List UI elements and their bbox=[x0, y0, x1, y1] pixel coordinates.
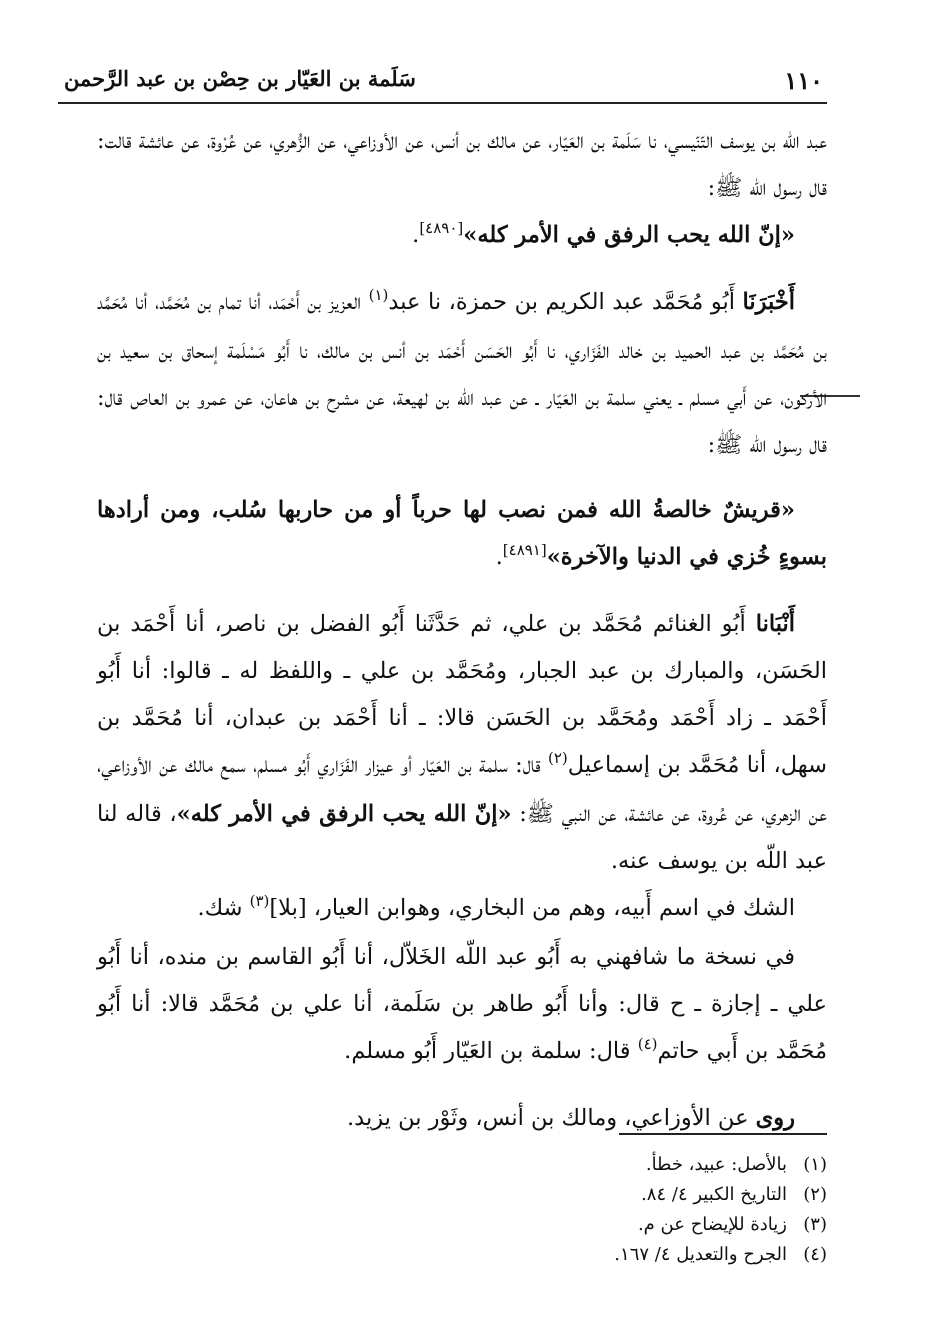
text-segment: «إنّ الله يحب الرفق في الأمر كله» bbox=[176, 801, 512, 827]
paragraph bbox=[97, 212, 827, 261]
footnotes bbox=[227, 1150, 827, 1270]
text-segment: العزيز بن أَحْمَد، أنا تمام بن مُحَمَّد، أنا مُحَمَّد بن مُحَمَّد بن عبد الحميد بن خالد الفَزَاري، نا أَبُو الحَسَن أَحْمَد بن أنس بن مالك، نا أَبُو مَسْلَمة إسحاق بن سعيد بن الأركون، عن أَبي مسلم ـ يعني سلمة بن العَيّار ـ عن عبد اللّه بن لهيعة، عن مشرح بن هاعان، عن عمرو بن العاص قال: قال رسول الله ﷺ: bbox=[97, 289, 827, 458]
text-segment: عبد اللّه بن يوسف التّنّيسي، نا سَلَمة بن العَيّار، عن مالك بن أنس، عن الأوزاعي، عن الزُّهري، عن عُرْوة، عن عائشة قالت: قال رسول الله ﷺ: bbox=[97, 128, 827, 201]
text-segment: «إنّ الله يحب الرفق في الأمر كله» bbox=[463, 222, 795, 248]
reference-mark: [٤٨٩١] bbox=[502, 541, 547, 559]
footnote-separator bbox=[619, 1133, 827, 1135]
text-segment: عن الأوزاعي، ومالك بن أنس، وثَوْر بن يزيد. bbox=[347, 1105, 756, 1131]
text-segment: أَخْبَرَنَا bbox=[742, 289, 795, 315]
footnote-number: (٢) bbox=[803, 1184, 827, 1205]
paragraph bbox=[97, 279, 827, 469]
running-title: سَلَمة بن العَيّار بن حِصْن بن عبد الرَّحمن bbox=[64, 66, 416, 91]
footnote-text: بالأصل: عبيد، خطأ. bbox=[645, 1154, 787, 1175]
footnote-text: التاريخ الكبير ٤/ ٨٤. bbox=[641, 1184, 787, 1205]
text-segment: ، قاله لنا عبد اللّه بن يوسف عنه. bbox=[97, 801, 827, 874]
text-segment: «قريشٌ خالصةُ الله فمن نصب لها حرباً أو من حاربها سُلب، ومن أرادها بسوءٍ خُزي في الدنيا والآخرة» bbox=[97, 497, 827, 570]
footnote bbox=[227, 1180, 827, 1210]
footnote bbox=[227, 1150, 827, 1180]
reference-mark: [٤٨٩٠] bbox=[419, 219, 464, 237]
footnote bbox=[227, 1240, 827, 1270]
text-segment: قال: سلمة بن العَيّار أو عيزار الفَزَاري أَبُو مسلم، سمع مالك عن الأوزاعي، عن الزهري، عن عُروة، عن عائشة، عن النبي ﷺ: bbox=[97, 752, 827, 827]
reference-mark: (١) bbox=[368, 286, 389, 304]
paragraph bbox=[97, 118, 827, 212]
text-segment: في نسخة ما شافهني به أَبُو عبد اللّه الخَلاّل، أنا أَبُو القاسم بن منده، أنا أَبُو علي ـ إجازة ـ ح قال: وأنا أَبُو طاهر بن سَلَمة، أنا علي بن مُحَمَّد قالا: أنا أَبُو مُحَمَّد بن أَبي حاتم bbox=[97, 944, 827, 1064]
footnote-text: زيادة للإيضاح عن م. bbox=[637, 1214, 787, 1235]
paragraph bbox=[97, 934, 827, 1077]
text-segment: قال: سلمة بن العَيّار أَبُو مسلم. bbox=[344, 1038, 638, 1064]
footnote-number: (٣) bbox=[803, 1214, 827, 1235]
footnote bbox=[227, 1210, 827, 1240]
reference-mark: (٢) bbox=[548, 749, 568, 767]
footnote-text: الجرح والتعديل ٤/ ١٦٧. bbox=[614, 1244, 787, 1265]
page-header bbox=[58, 62, 827, 104]
reference-mark: (٣) bbox=[249, 892, 270, 910]
text-segment: الشك في اسم أَبيه، وهم من البخاري، وهوابن العيار، [بلا] bbox=[269, 895, 795, 921]
text-segment: شك. bbox=[197, 895, 250, 921]
main-text bbox=[97, 118, 827, 1142]
text-segment: . bbox=[412, 222, 420, 248]
page-number: ١١٠ bbox=[784, 66, 823, 95]
footnote-number: (١) bbox=[803, 1154, 827, 1175]
paragraph bbox=[97, 601, 827, 885]
text-segment: . bbox=[495, 544, 503, 570]
text-segment: روى bbox=[755, 1105, 795, 1131]
text-segment: أَنْبَانا bbox=[755, 611, 795, 637]
paragraph bbox=[97, 885, 827, 934]
text-segment: أَبُو مُحَمَّد عبد الكريم بن حمزة، نا عبد bbox=[388, 289, 743, 315]
reference-mark: (٤) bbox=[637, 1035, 658, 1053]
paragraph bbox=[97, 487, 827, 583]
text-segment: أَبُو الغنائم مُحَمَّد بن علي، ثم حَدَّثَنا أَبُو الفضل بن ناصر، أنا أَحْمَد بن الحَسَن، والمبارك بن عبد الجبار، ومُحَمَّد بن علي ـ واللفظ له ـ قالوا: أنا أَبُو أَحْمَد ـ زاد أَحْمَد ومُحَمَّد بن الحَسَن قالا: ـ أنا أَحْمَد بن عبدان، أنا مُحَمَّد بن سهل، أنا مُحَمَّد بن إسماعيل bbox=[97, 611, 827, 778]
footnote-number: (٤) bbox=[803, 1244, 827, 1265]
